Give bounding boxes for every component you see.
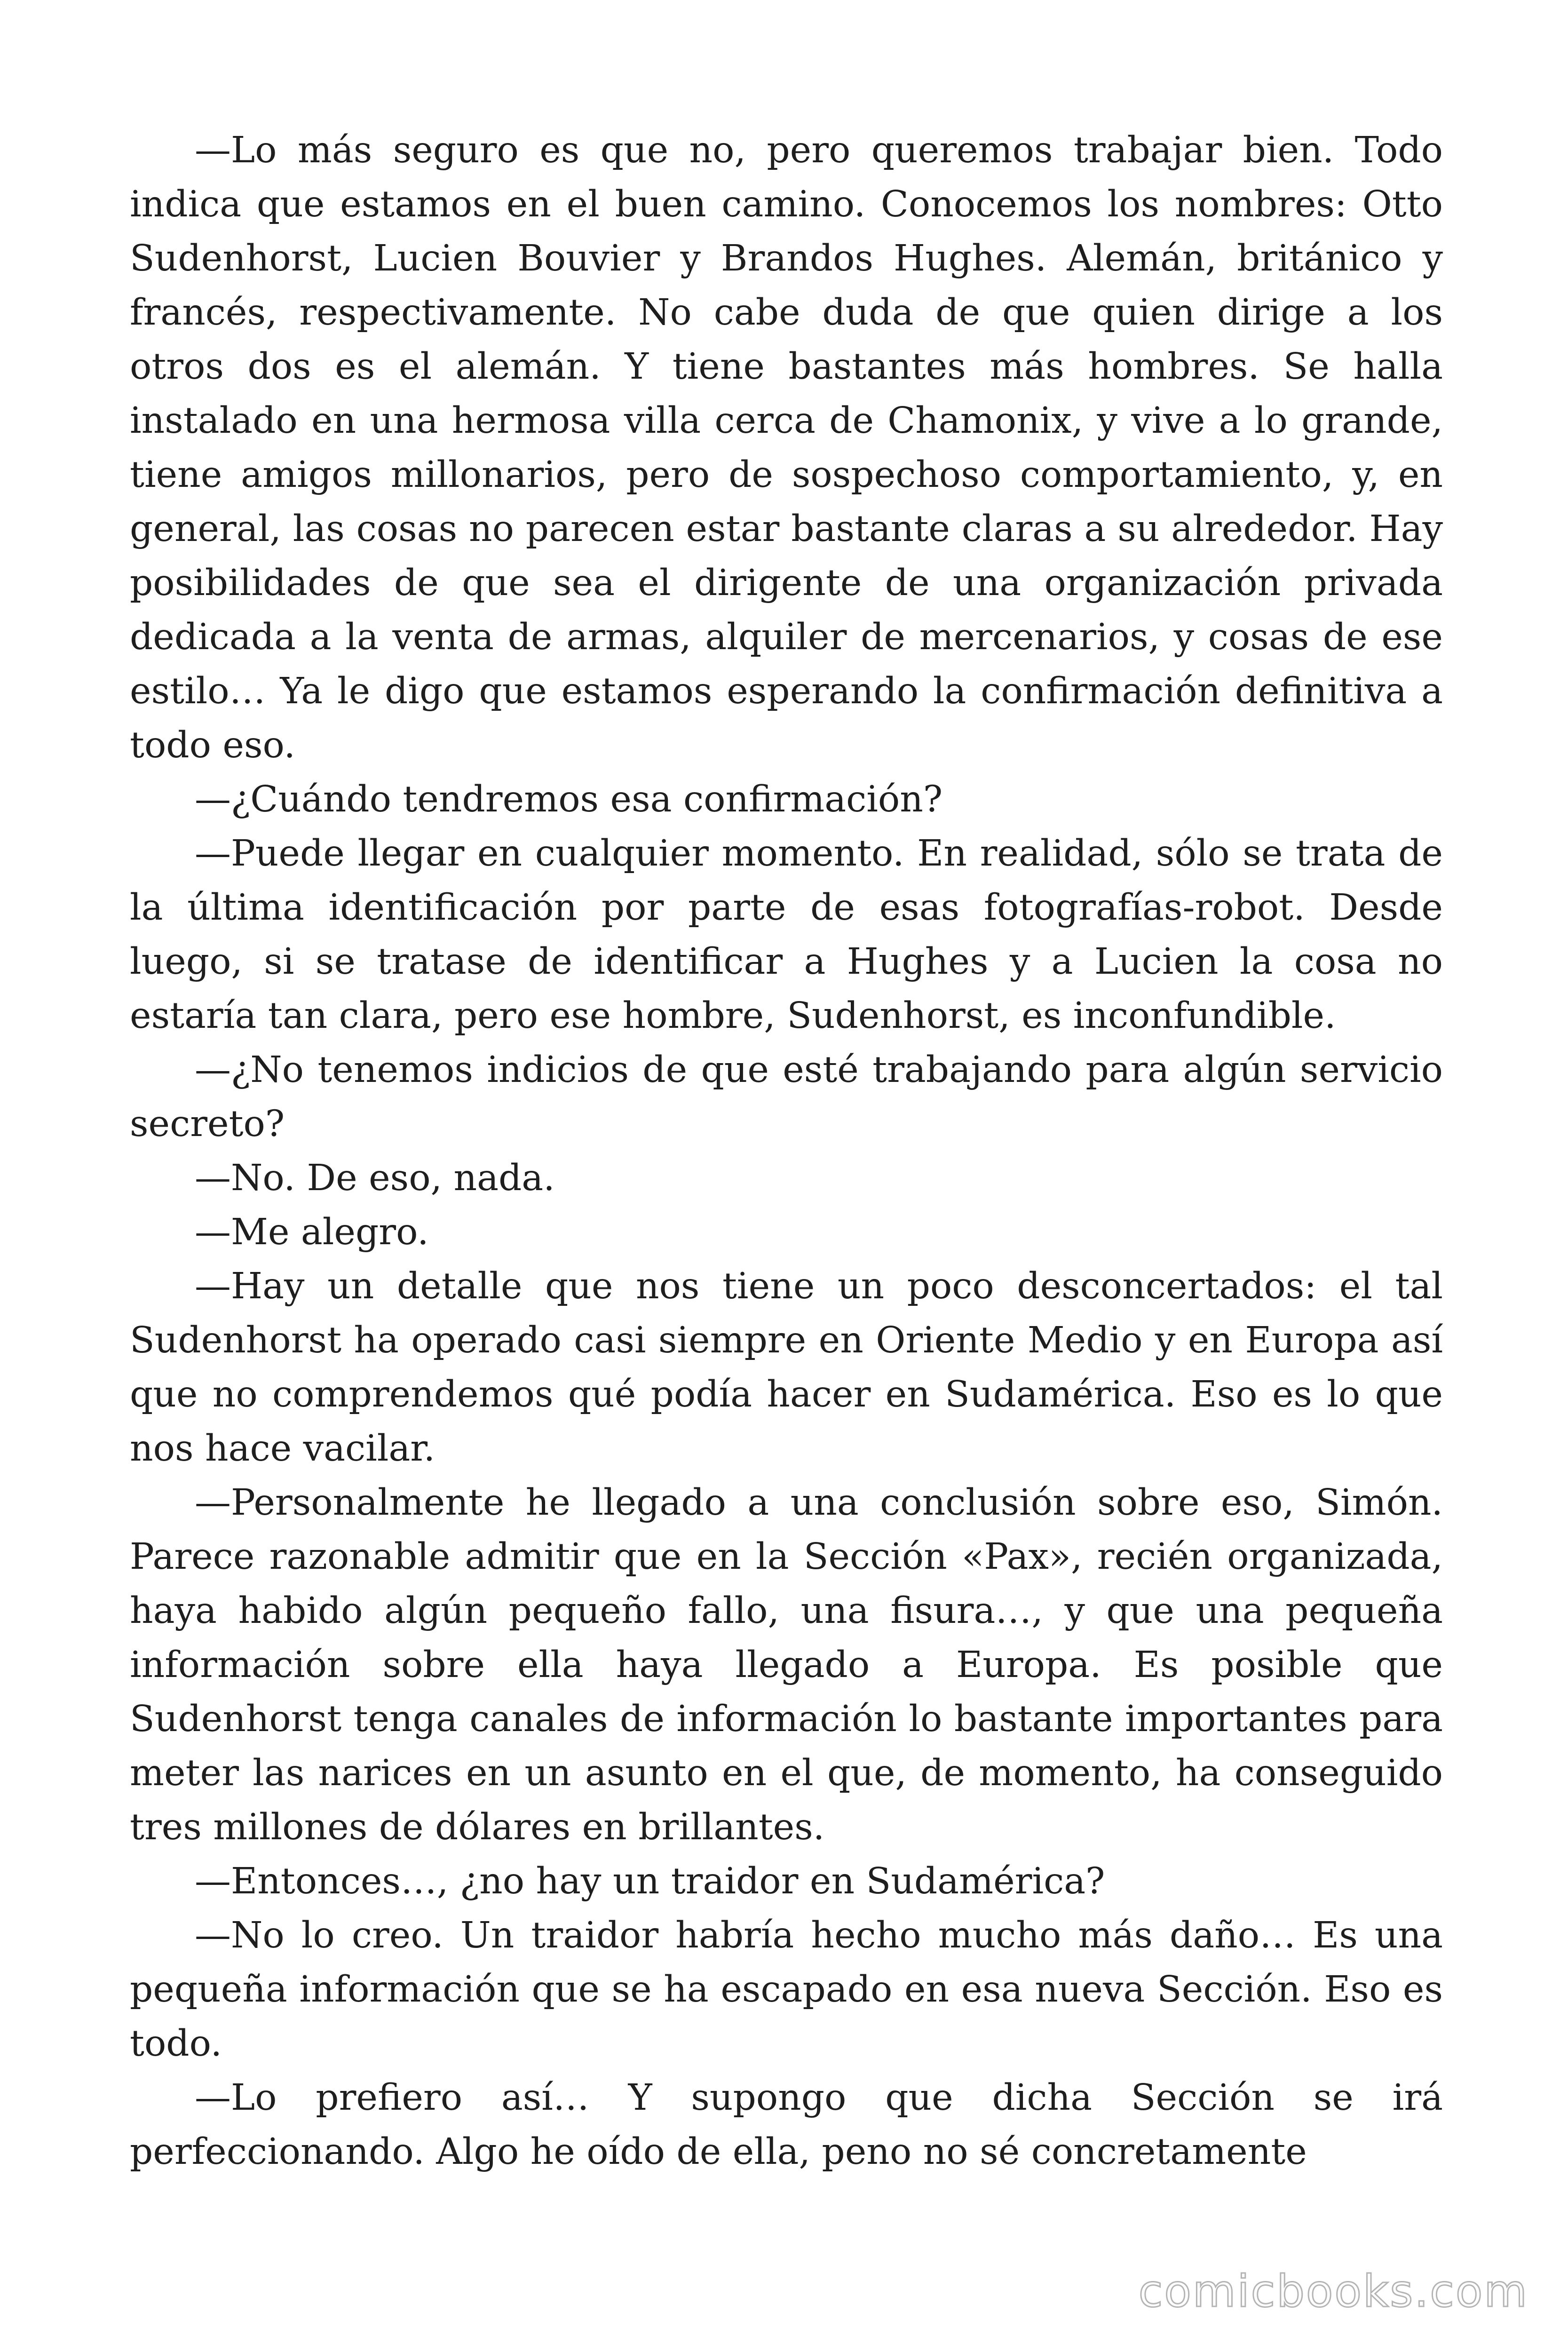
paragraph: —¿Cuándo tendremos esa confirmación? <box>195 779 943 820</box>
paragraph: —No lo creo. Un traidor habría hecho mucho más daño… Es una pequeña información que se ha escapado en esa nueva Sección. Eso es todo. <box>130 1915 1443 2065</box>
watermark: comicbooks.com <box>1138 2266 1528 2317</box>
paragraph: —Lo prefiero así… Y supongo que dicha Sección se irá perfeccionando. Algo he oído de ella, peno no sé concretamente <box>130 2077 1443 2173</box>
paragraph: —¿No tenemos indicios de que esté trabajando para algún servicio secreto? <box>130 1049 1443 1145</box>
paragraph: —Me alegro. <box>195 1211 429 1253</box>
paragraph: —Entonces…, ¿no hay un traidor en Sudamérica? <box>195 1860 1105 1902</box>
paragraph: —Hay un detalle que nos tiene un poco desconcertados: el tal Sudenhorst ha operado casi siempre en Oriente Medio y en Europa así que no comprendemos qué podía hacer en Sudamérica. Eso es lo que nos hace vacilar. <box>130 1265 1443 1470</box>
page-text <box>130 123 1443 2179</box>
paragraph: —Personalmente he llegado a una conclusión sobre eso, Simón. Parece razonable admitir que en la Sección «Pax», recién organizada, haya habido algún pequeño fallo, una fisura…, y que una pequeña información sobre ella haya llegado a Europa. Es posible que Sudenhorst tenga canales de información lo bastante importantes para meter las narices en un asunto en el que, de momento, ha conseguido tres millones de dólares en brillantes. <box>130 1482 1443 1848</box>
paragraph: —Puede llegar en cualquier momento. En realidad, sólo se trata de la última identificación por parte de esas fotografías-robot. Desde luego, si se tratase de identificar a Hughes y a Lucien la cosa no estaría tan clara, pero ese hombre, Sudenhorst, es inconfundible. <box>130 833 1443 1037</box>
paragraph: —Lo más seguro es que no, pero queremos trabajar bien. Todo indica que estamos en el buen camino. Conocemos los nombres: Otto Sudenhorst, Lucien Bouvier y Brandos Hughes. Alemán, británico y francés, respectivamente. No cabe duda de que quien dirige a los otros dos es el alemán. Y tiene bastantes más hombres. Se halla instalado en una hermosa villa cerca de Chamonix, y vive a lo grande, tiene amigos millonarios, pero de sospechoso comportamiento, y, en general, las cosas no parecen estar bastante claras a su alrededor. Hay posibilidades de que sea el dirigente de una organización privada dedicada a la venta de armas, alquiler de mercenarios, y cosas de ese estilo… Ya le digo que estamos esperando la confirmación definitiva a todo eso. <box>130 129 1443 766</box>
paragraph: —No. De eso, nada. <box>195 1157 555 1199</box>
